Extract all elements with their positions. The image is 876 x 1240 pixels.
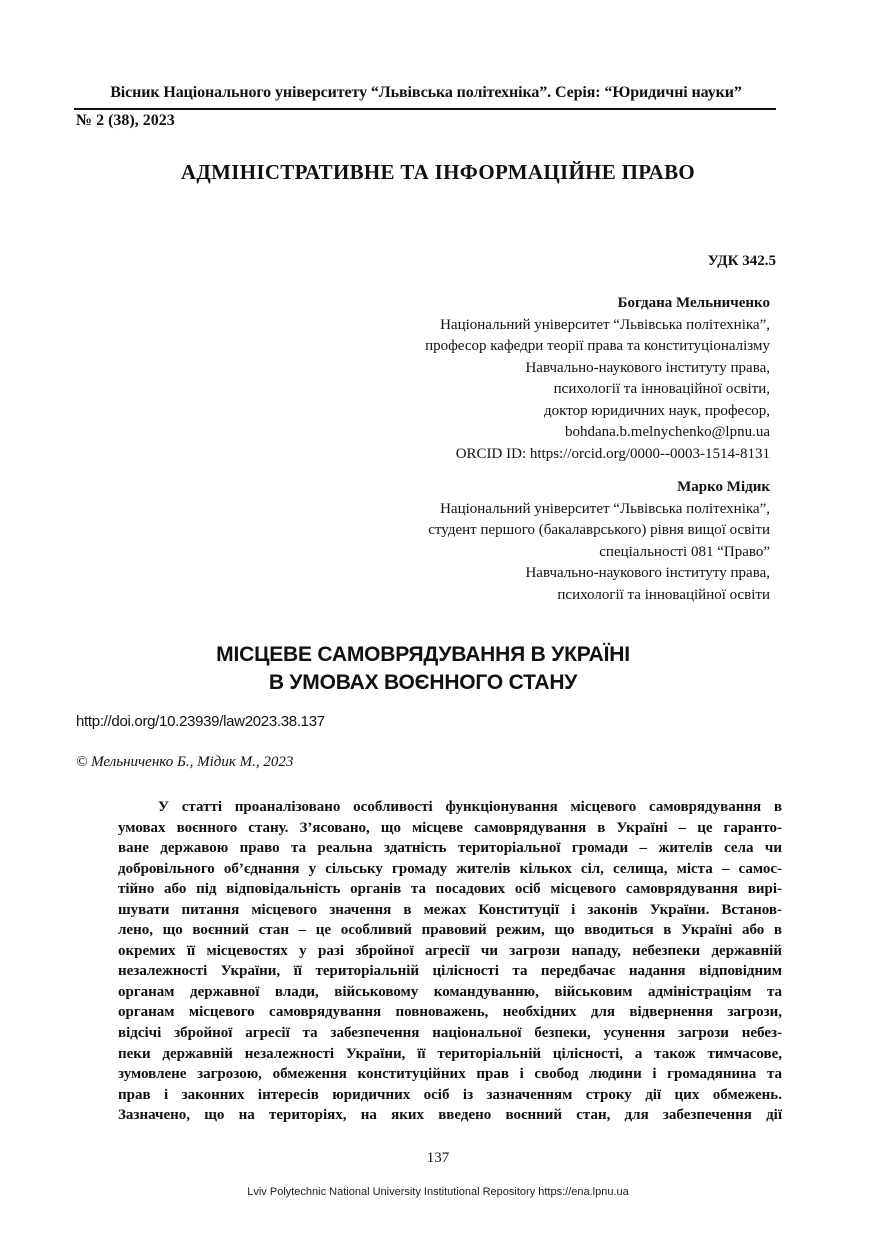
author-name: Богдана Мельниченко — [617, 295, 770, 311]
author-affiliation-line: Національний університет “Львівська політехніка”, — [440, 500, 770, 517]
article-title-line: МІСЦЕВЕ САМОВРЯДУВАННЯ В УКРАЇНІ — [216, 643, 630, 666]
author-affiliation-line: Навчально-наукового інституту права, — [525, 359, 770, 376]
abstract-line: органам місцевого самоврядування повноважень, необхідних для відвернення загрози, — [118, 1004, 782, 1021]
abstract-line: Зазначено, що на територіях, на яких введено воєнний стан, для забезпечення дії — [118, 1107, 782, 1124]
abstract — [118, 797, 782, 1126]
author-email: bohdana.b.melnychenko@lpnu.ua — [564, 424, 770, 440]
author-orcid: ORCID ID: https://orcid.org/0000--0003-1514-8131 — [455, 445, 770, 462]
author-affiliation-line: професор кафедри теорії права та конституціоналізму — [425, 338, 770, 354]
repository-footer: Lviv Polytechnic National University Institutional Repository https://ena.lpnu.ua — [247, 1186, 629, 1198]
abstract-line: зумовлене загрозою, обмеження конституційних прав і свобод людини і громадянина та — [118, 1066, 782, 1083]
author-affiliation-line: психології та інноваційної освіти — [557, 586, 770, 603]
author-affiliation-line: Національний університет “Львівська політехніка”, — [440, 316, 770, 333]
abstract-line: У статті проаналізовано особливості функціонування місцевого самоврядування в — [158, 799, 782, 815]
author-affiliation-line: Навчально-наукового інституту права, — [525, 565, 770, 581]
article-title-line: В УМОВАХ ВОЄННОГО СТАНУ — [268, 671, 578, 694]
author-block — [250, 293, 770, 465]
author-affiliation-line: студент першого (бакалаврського) рівня вищої освіти — [428, 522, 770, 538]
author-degree-line: доктор юридичних наук, професор, — [544, 402, 770, 419]
abstract-line: ване державою право та реальна здатність територіальної громади – жителів села чи — [118, 840, 782, 857]
abstract-line: шувати питання місцевого значення в межах Конституції і законів України. Встанов- — [118, 901, 782, 918]
author-block — [250, 477, 770, 606]
author-affiliation-line: психології та інноваційної освіти, — [553, 381, 770, 397]
abstract-line: незалежності України, її територіальній цілісності та передбачає надання відповідним — [118, 963, 782, 980]
abstract-line: тійно або під відповідальність органів та посадових осіб місцевого самоврядування вирі- — [118, 881, 782, 898]
author-affiliation-line: спеціальності 081 “Право” — [599, 543, 770, 560]
abstract-line: відсічі збройної агресії та забезпечення національної безпеки, усунення загрози небез- — [118, 1025, 782, 1042]
section-title: АДМІНІСТРАТИВНЕ ТА ІНФОРМАЦІЙНЕ ПРАВО — [180, 160, 696, 184]
udc-code: УДК 342.5 — [707, 253, 776, 269]
abstract-line: умовах воєнного стану. З’ясовано, що місцеве самоврядування в Україні – це гаранто- — [118, 819, 782, 836]
abstract-line: добровільного об’єднання у сільську громаду жителів кількох сіл, селища, міста – самос- — [118, 860, 782, 877]
author-name: Марко Мідик — [677, 479, 770, 495]
article-title — [0, 641, 846, 697]
copyright: © Мельниченко Б., Мідик М., 2023 — [76, 754, 294, 770]
abstract-line: органам державної влади, військовому командуванню, військовим адміністраціям та — [118, 983, 782, 1000]
header-rule — [74, 108, 776, 110]
issue-number: № 2 (38), 2023 — [76, 112, 175, 129]
abstract-line: окремих її місцевостях у разі збройної агресії чи загрози нападу, небезпеки державній — [118, 942, 782, 959]
journal-header: Вісник Національного університету “Львівська політехніка”. Серія: “Юридичні науки” — [110, 84, 742, 101]
abstract-line: лено, що воєнний стан – це особливий правовий режим, що вводиться в Україні або в — [118, 922, 782, 939]
doi-link[interactable]: http://doi.org/10.23939/law2023.38.137 — [76, 713, 325, 730]
abstract-line: пеки державній незалежності України, її територіальній цілісності, а також тимчасове, — [118, 1045, 782, 1062]
page-number: 137 — [426, 1150, 450, 1166]
abstract-line: прав і законних інтересів юридичних осіб із зазначенням строку дії цих обмежень. — [118, 1086, 782, 1103]
